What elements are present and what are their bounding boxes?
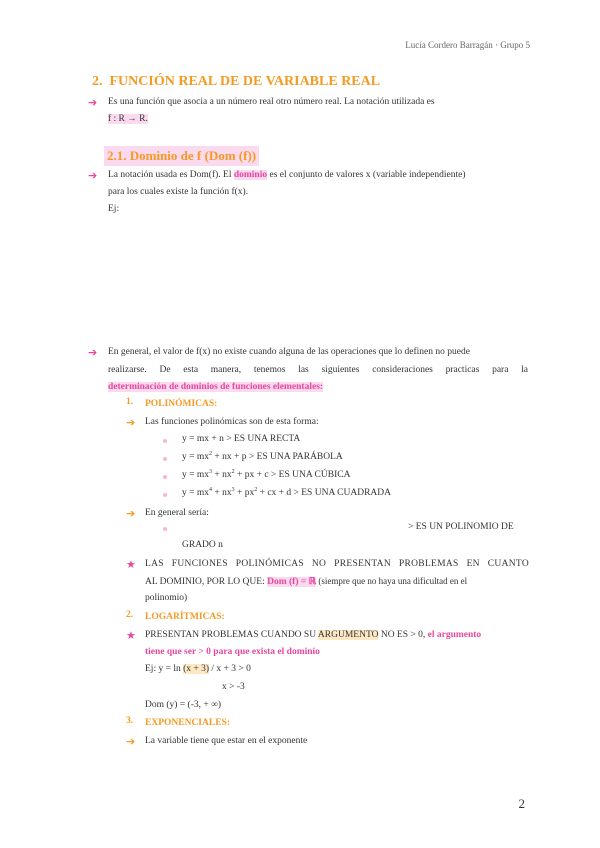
exponent: 4 xyxy=(209,486,212,493)
dominio-highlight: dominio xyxy=(233,170,268,180)
general-line3: determinación de dominios de funciones elementales: xyxy=(108,382,324,392)
header-author: Lucía Cordero Barragán · Grupo 5 xyxy=(405,40,530,50)
exponent: 3 xyxy=(231,486,235,493)
general-line3-wrap xyxy=(108,379,323,396)
arrow-icon: ➔ xyxy=(126,735,136,748)
logaritmicas-domain: Dom (y) = (-3, + ∞) xyxy=(145,700,222,710)
text-segment: NO ES > 0, xyxy=(378,630,428,640)
general-form-tail: > ES UN POLINOMIO DE xyxy=(408,522,514,532)
text-segment: el argumento xyxy=(427,630,482,640)
text-segment: / x + 3 > 0 xyxy=(209,664,251,674)
section-number: 2. xyxy=(92,74,103,89)
text-segment: (siempre que no haya una dificultad en el xyxy=(316,576,468,586)
list-number: 2. xyxy=(126,610,134,620)
section-title xyxy=(92,74,380,90)
exponent: 2 xyxy=(231,468,235,475)
arrow-icon: ➔ xyxy=(88,169,98,182)
subsection-paragraph-line2: para los cuales existe la función f(x). xyxy=(108,187,249,197)
list-number: 1. xyxy=(126,397,134,407)
example-label: Ej: xyxy=(108,204,120,214)
exponenciales-title: EXPONENCIALES: xyxy=(145,718,230,728)
arrow-icon: ➔ xyxy=(126,507,136,520)
bullet-icon xyxy=(163,439,167,443)
text-segment: y = mx xyxy=(182,470,209,480)
subsection-paragraph-line1 xyxy=(108,167,465,184)
section-title-text: FUNCIÓN REAL DE DE VARIABLE REAL xyxy=(109,74,381,89)
argumento-highlight: ARGUMENTO xyxy=(317,630,379,640)
polinomicas-title: POLINÓMICAS: xyxy=(145,399,218,409)
text-segment: + px + c > ES UNA CÚBICA xyxy=(234,470,351,480)
text-segment: + px xyxy=(234,488,255,498)
text-segment: + nx xyxy=(212,470,232,480)
equation-cubic xyxy=(182,467,350,484)
text-segment: La notación usada es Dom(f). El xyxy=(108,170,234,180)
star-icon: ★ xyxy=(126,629,136,642)
bullet-icon xyxy=(163,475,167,479)
list-number: 3. xyxy=(126,716,134,726)
text-segment: AL DOMINIO, POR LO QUE: xyxy=(145,577,268,587)
text-segment: es el conjunto de valores x (variable independiente) xyxy=(267,170,466,180)
bullet-icon xyxy=(163,457,167,461)
arrow-icon: ➔ xyxy=(126,416,136,429)
equation-parabola xyxy=(182,449,343,466)
logaritmicas-example-2: x > -3 xyxy=(222,682,245,692)
exponent: 2 xyxy=(209,450,212,457)
text-segment: y = mx xyxy=(182,488,209,498)
polinomicas-note-line3: polinomio) xyxy=(145,593,188,603)
bullet-icon xyxy=(163,527,167,531)
page-number: 2 xyxy=(518,796,525,811)
bullet-icon xyxy=(163,493,167,497)
equation-line: y = mx + n > ES UNA RECTA xyxy=(182,434,301,444)
general-line1: En general, el valor de f(x) no existe cuando alguna de las operaciones que lo definen no puede xyxy=(108,347,470,357)
text-segment: + nx + p > ES UNA PARÁBOLA xyxy=(212,452,343,462)
text-segment: y = mx xyxy=(182,452,209,462)
equation-quartic xyxy=(182,485,391,502)
general-line2: realizarse. De esta manera, tenemos las siguientes consideraciones practicas para la xyxy=(108,365,528,375)
text-segment: PRESENTAN PROBLEMAS CUANDO SU xyxy=(145,630,318,640)
text-segment: Ej: y = ln xyxy=(145,664,184,674)
polinomicas-note-line1: LAS FUNCIONES POLINÓMICAS NO PRESENTAN PROBLEMAS EN CUANTO xyxy=(145,559,529,569)
notation-text: f : R → R. xyxy=(108,114,148,124)
logaritmicas-line1 xyxy=(145,627,481,644)
general-form-tail2: GRADO n xyxy=(182,540,223,550)
polinomicas-note-line2 xyxy=(145,573,467,591)
logaritmicas-example xyxy=(145,661,251,678)
text-segment: + cx + d > ES UNA CUADRADA xyxy=(257,488,391,498)
exponent: 2 xyxy=(254,486,258,493)
text-segment: + nx xyxy=(212,488,232,498)
logaritmicas-title: LOGARÍTMICAS: xyxy=(145,612,225,622)
exponenciales-text: La variable tiene que estar en el exponente xyxy=(145,736,308,746)
section-intro: Es una función que asocia a un número real otro número real. La notación utilizada es xyxy=(108,97,435,107)
dom-highlight: Dom (f) = ℝ xyxy=(267,577,317,587)
subsection-title: 2.1. Dominio de f (Dom (f)) xyxy=(104,146,259,166)
star-icon: ★ xyxy=(126,558,136,571)
exponent: 3 xyxy=(209,468,212,475)
arrow-icon: ➔ xyxy=(88,346,98,359)
general-form-intro: En general sería: xyxy=(145,508,209,518)
polinomicas-intro: Las funciones polinómicas son de esta forma: xyxy=(145,417,319,427)
ln-argument-highlight: (x + 3) xyxy=(183,664,210,674)
arrow-icon: ➔ xyxy=(88,96,98,109)
logaritmicas-line2: tiene que ser > 0 para que exista el dominio xyxy=(145,647,320,657)
section-notation xyxy=(108,111,148,128)
